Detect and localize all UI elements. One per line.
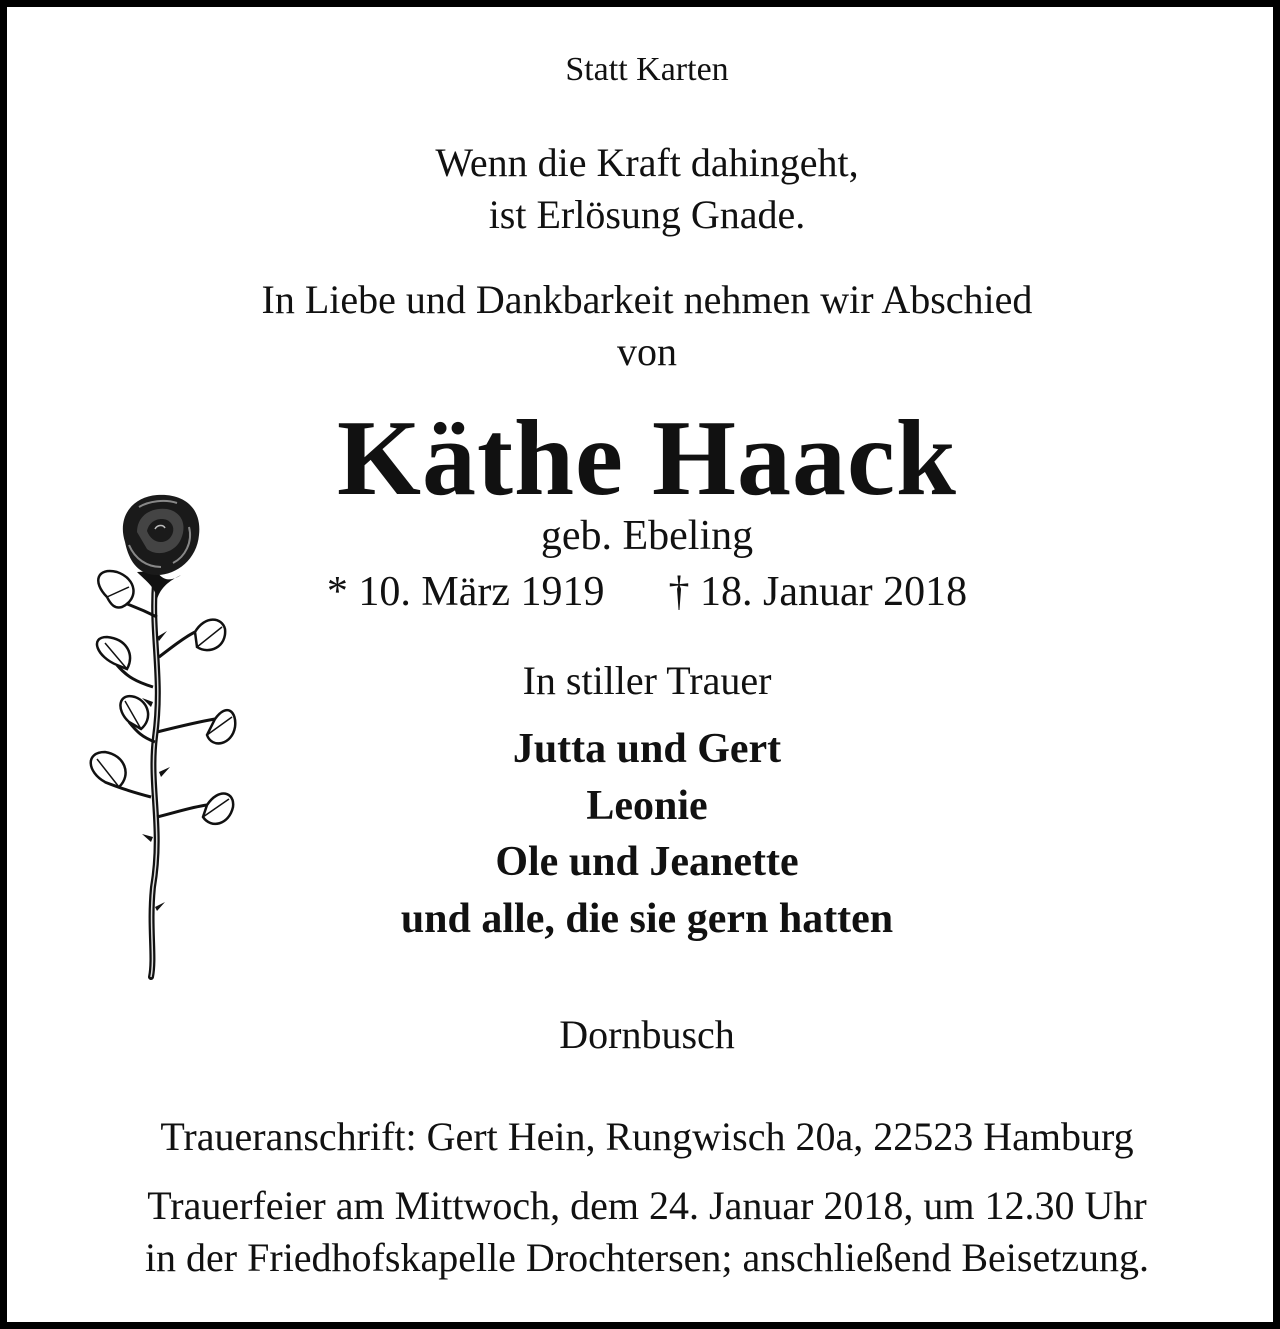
mourning-address: Traueranschrift: Gert Hein, Rungwisch 20a, 22523 Hamburg bbox=[160, 1114, 1134, 1159]
place-name: Dornbusch bbox=[559, 1012, 735, 1057]
mourner-line: Leonie bbox=[586, 783, 708, 829]
header-statt-karten: Statt Karten bbox=[565, 51, 729, 88]
death-date: † 18. Januar 2018 bbox=[668, 569, 968, 615]
mourner-line: Jutta und Gert bbox=[512, 726, 782, 772]
ceremony-line-2: in der Friedhofskapelle Drochtersen; anschließend Beisetzung. bbox=[144, 1235, 1150, 1280]
mourner-line: Ole und Jeanette bbox=[495, 839, 799, 885]
intro-line-1: In Liebe und Dankbarkeit nehmen wir Abschied bbox=[261, 277, 1033, 322]
ceremony-line-1: Trauerfeier am Mittwoch, dem 24. Januar 2018, um 12.30 Uhr bbox=[147, 1183, 1147, 1228]
mourner-line: und alle, die sie gern hatten bbox=[400, 896, 894, 942]
birth-date: * 10. März 1919 bbox=[326, 569, 605, 615]
deceased-name: Käthe Haack bbox=[337, 399, 957, 518]
motto-line-1: Wenn die Kraft dahingeht, bbox=[435, 140, 859, 185]
rose-icon bbox=[77, 487, 237, 982]
mourners-intro: In stiller Trauer bbox=[522, 658, 772, 703]
motto-line-2: ist Erlösung Gnade. bbox=[488, 192, 806, 237]
deceased-birth-name: geb. Ebeling bbox=[540, 513, 754, 559]
intro-line-2: von bbox=[617, 329, 677, 374]
